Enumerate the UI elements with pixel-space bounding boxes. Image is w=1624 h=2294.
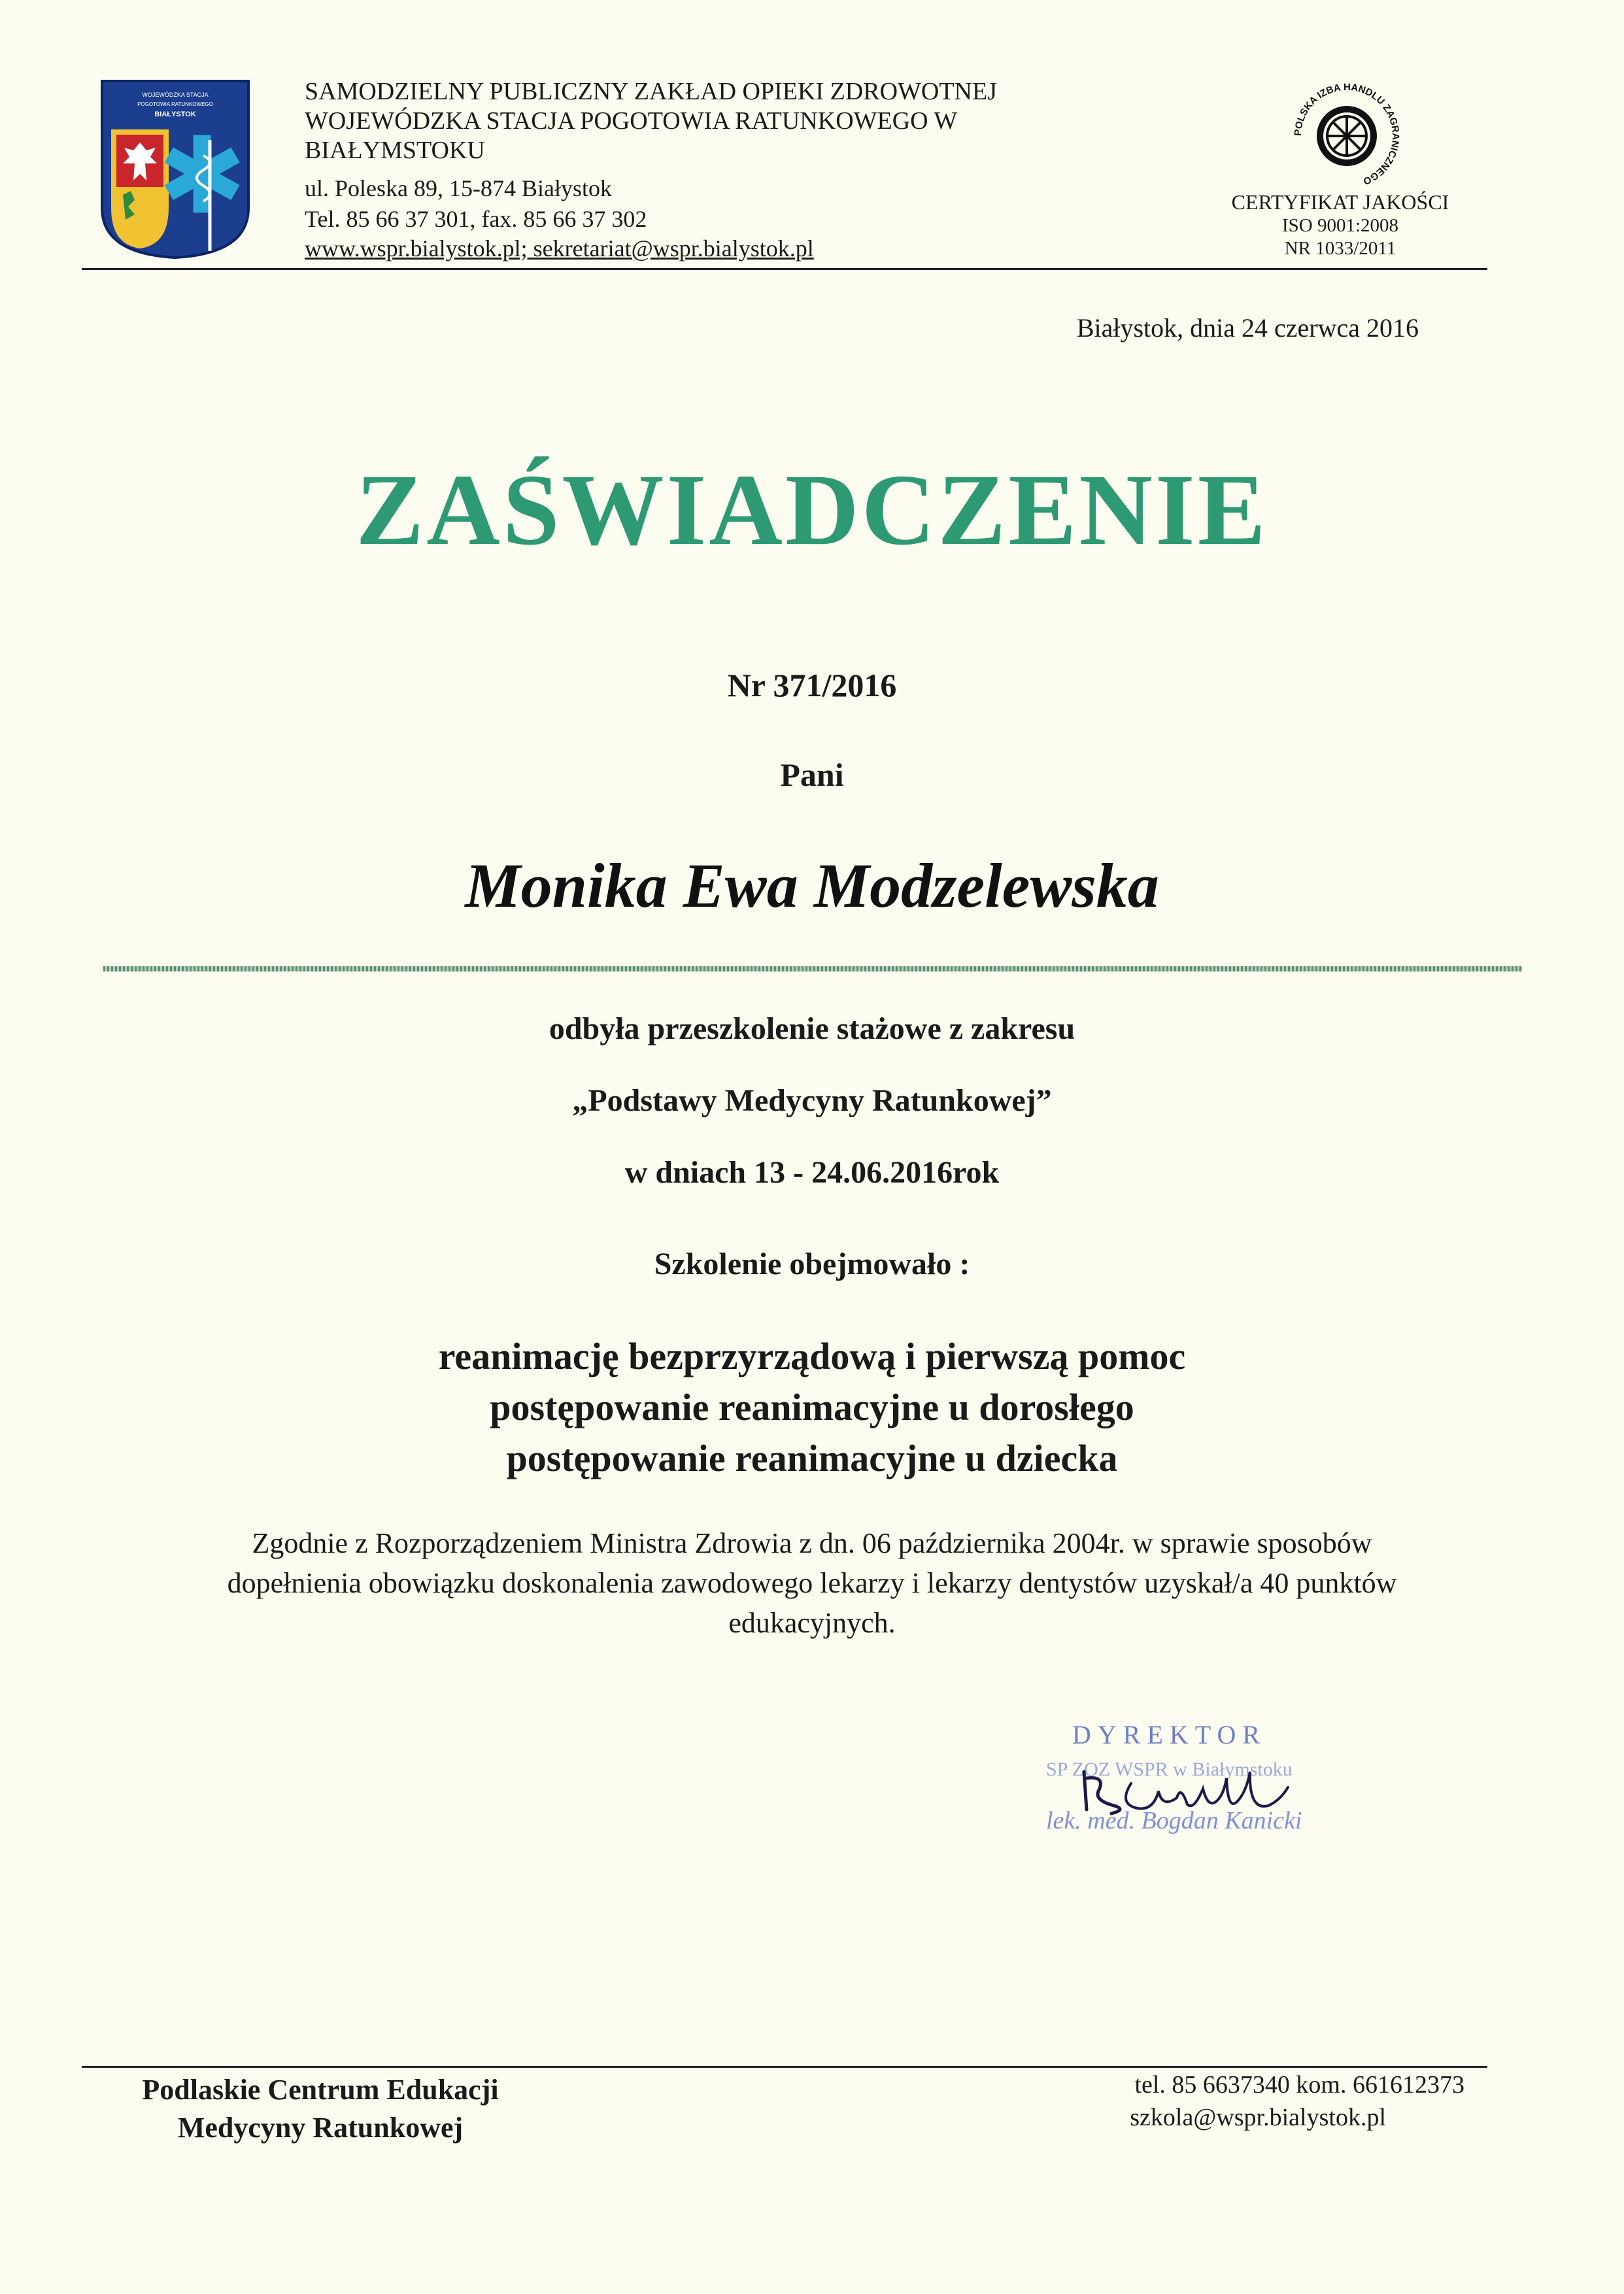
footer-email[interactable]: szkola@wspr.bialystok.pl xyxy=(1130,2104,1386,2131)
stamp-subtitle: SP ZOZ WSPR w Białymstoku xyxy=(1046,1759,1293,1780)
footer-org-line2: Medycyny Ratunkowej xyxy=(177,2112,464,2144)
topic-item: postępowanie reanimacyjne u dorosłego xyxy=(490,1386,1134,1428)
recipient-name: Monika Ewa Modzelewska xyxy=(465,851,1159,920)
footer-org-line1: Podlaskie Centrum Edukacji xyxy=(142,2074,499,2106)
document-date: Białystok, dnia 24 czerwca 2016 xyxy=(1076,313,1419,343)
certificate-iso: ISO 9001:2008 xyxy=(1281,215,1399,236)
name-divider xyxy=(103,966,1522,971)
header-divider xyxy=(82,268,1487,270)
scope-label: Szkolenie obejmowało : xyxy=(654,1247,970,1281)
header-address: ul. Poleska 89, 15-874 Białystok xyxy=(305,175,612,201)
legal-note-line: dopełnienia obowiązku doskonalenia zawodowego lekarzy i lekarzy dentystów uzyskał/a 40 punktów xyxy=(227,1567,1397,1599)
course-name: „Podstawy Medycyny Ratunkowej” xyxy=(572,1083,1052,1118)
header-org-line1: SAMODZIELNY PUBLICZNY ZAKŁAD OPIEKI ZDROWOTNEJ xyxy=(305,78,997,105)
topic-item: postępowanie reanimacyjne u dziecka xyxy=(506,1437,1118,1479)
salutation: Pani xyxy=(780,756,844,793)
institution-logo xyxy=(97,77,254,260)
footer-divider xyxy=(82,2066,1487,2068)
legal-note-line: Zgodnie z Rozporządzeniem Ministra Zdrowia z dn. 06 października 2004r. w sprawie sposobów xyxy=(252,1527,1372,1559)
document-title: ZAŚWIADCZENIE xyxy=(356,453,1268,566)
certificate-title: CERTYFIKAT JAKOŚCI xyxy=(1231,190,1449,214)
stamp-name: lek. med. Bogdan Kanicki xyxy=(1046,1807,1302,1834)
header-phone: Tel. 85 66 37 301, fax. 85 66 37 302 xyxy=(305,206,647,232)
header-web-links[interactable]: www.wspr.bialystok.pl; sekretariat@wspr.bialystok.pl xyxy=(305,235,814,261)
seal-text: POLSKA IZBA HANDLU ZAGRANICZNEGO xyxy=(1292,81,1402,187)
header-org-line2: WOJEWÓDZKA STACJA POGOTOWIA RATUNKOWEGO W xyxy=(305,107,958,135)
topic-item: reanimację bezprzyrządową i pierwszą pomoc xyxy=(438,1335,1186,1377)
handwritten-signature xyxy=(1072,1746,1294,1824)
logo-text-line3: BIAŁYSTOK xyxy=(154,110,196,118)
certificate-number: NR 1033/2011 xyxy=(1284,238,1396,259)
stamp-title: DYREKTOR xyxy=(1072,1720,1267,1749)
header-org-line3: BIAŁYMSTOKU xyxy=(305,137,485,164)
quality-certificate-seal xyxy=(1281,77,1412,195)
logo-text-line2: POGOTOWIA RATUNKOWEGO xyxy=(137,101,213,107)
footer-phone: tel. 85 6637340 kom. 661612373 xyxy=(1134,2071,1464,2099)
legal-note-line: edukacyjnych. xyxy=(728,1607,896,1639)
completion-line: odbyła przeszkolenie stażowe z zakresu xyxy=(549,1011,1075,1046)
course-dates: w dniach 13 - 24.06.2016rok xyxy=(624,1155,1000,1190)
logo-text-line1: WOJEWÓDZKA STACJA xyxy=(142,92,209,98)
document-number: Nr 371/2016 xyxy=(727,667,897,703)
